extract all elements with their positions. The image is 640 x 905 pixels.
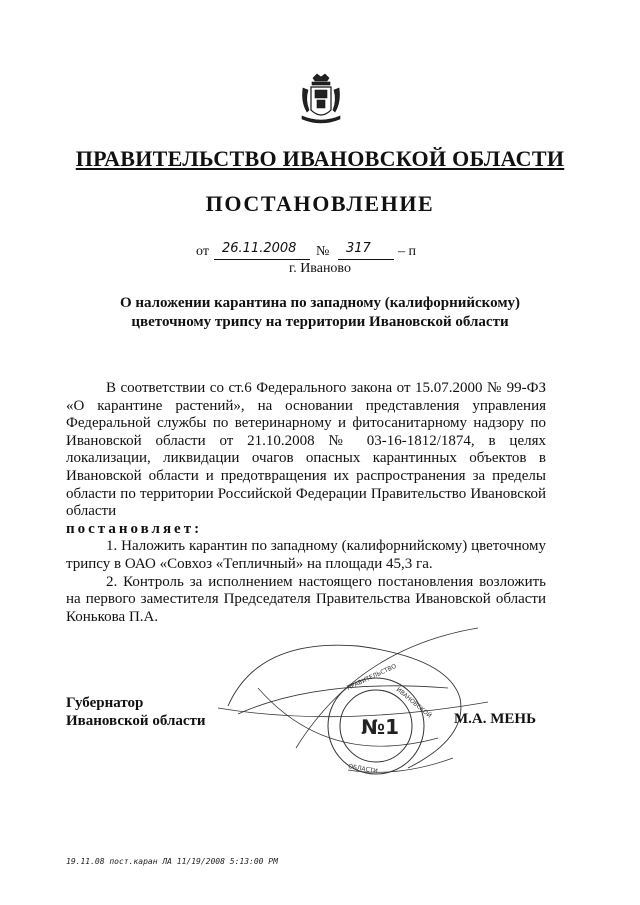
footer-meta: 19.11.08 пост.каран ЛА 11/19/2008 5:13:00 PM [66,857,278,866]
signatory-position [66,694,206,730]
document-number: 317 [346,241,371,256]
position-line-1: Губернатор [66,695,144,711]
document-body [66,380,546,626]
position-line-2: Ивановской области [66,713,206,729]
stamp-number: №1 [361,715,399,739]
item-2-paragraph: 2. Контроль за исполнением настоящего постановления возложить на первого заместителя Председателя Правительства Ивановской области Конькова П.А. [66,573,546,625]
svg-text:ОБЛАСТИ: ОБЛАСТИ [347,763,379,776]
item-1-paragraph: 1. Наложить карантин по западному (калифорнийскому) цветочному трипсу в ОАО «Совхоз «Тепличный» на площади 45,3 га. [66,538,546,572]
official-stamp-icon [198,618,498,788]
decree-word: постановляет: [66,520,203,537]
document-type: ПОСТАНОВЛЕНИЕ [205,191,435,216]
organization-title: ПРАВИТЕЛЬСТВО ИВАНОВСКОЙ ОБЛАСТИ [75,146,565,171]
coat-of-arms-icon [299,72,343,128]
number-suffix: – п [398,244,416,259]
city: г. Иваново [289,261,351,276]
preamble-paragraph: В соответствии со ст.6 Федерального закона от 15.07.2000 № 99-ФЗ «О карантине растений», на основании представления управления Федеральной службы по ветеринарному и фитосанитарному надзору по Ивановской области от 21.10.2008 № 03-16-1812/1874, в целях локализации, ликвидации очагов опасных карантинных объектов в Ивановской области и предотвращения их распространения за пределы области по территории Российской Федерации Правительство Ивановской области [66,380,546,520]
date-value: 26.11.2008 [222,241,297,256]
number-sign: № [316,244,330,259]
subject-line-2: цветочному трипсу на территории Ивановской области [131,314,509,330]
svg-text:ИВАНОВСКОЙ: ИВАНОВСКОЙ [394,686,433,720]
signatory-name: М.А. МЕНЬ [454,711,536,727]
date-prefix: от [196,244,209,259]
subject-line-1: О наложении карантина по западному (калифорнийскому) [119,295,521,311]
subject-title [60,294,580,332]
svg-text:ПРАВИТЕЛЬСТВО: ПРАВИТЕЛЬСТВО [345,662,398,692]
